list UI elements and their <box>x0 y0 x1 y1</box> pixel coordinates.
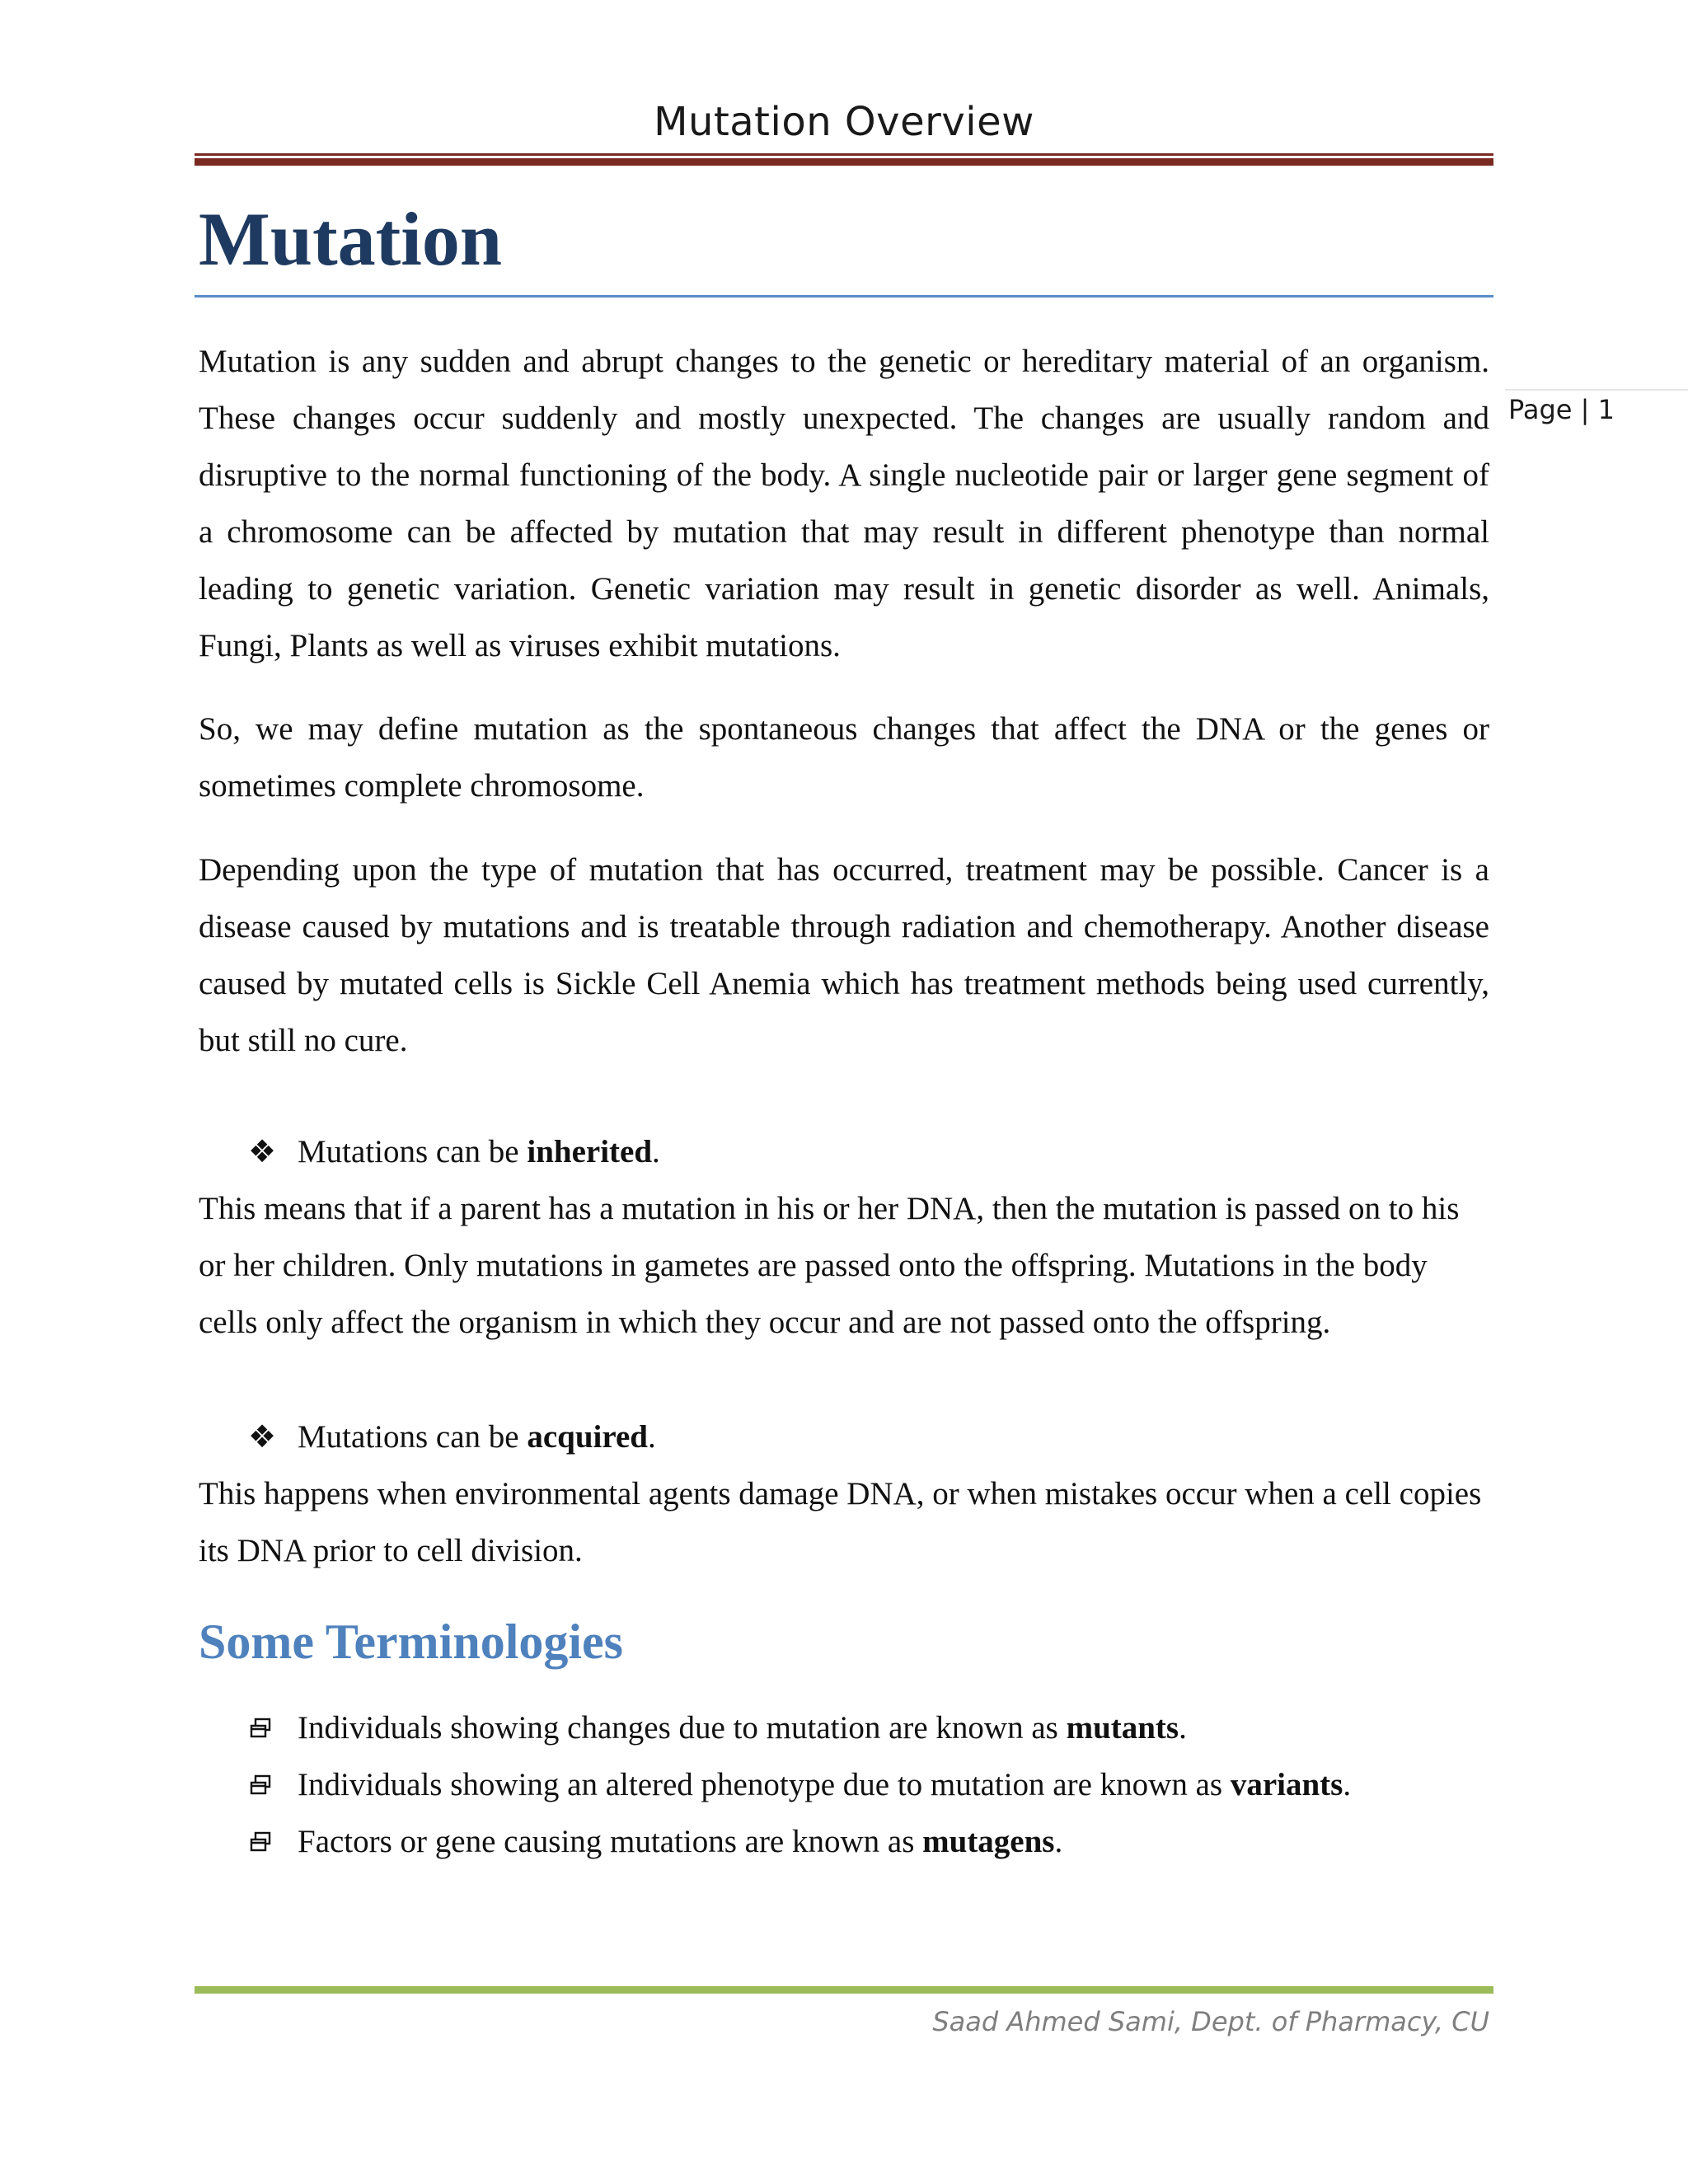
header-rule-thin <box>195 153 1493 156</box>
footer-rule <box>195 1986 1493 1994</box>
term-item-mutants-text: Individuals showing changes due to mutation are known as mutants. <box>298 1710 1187 1746</box>
terminologies-heading: Some Terminologies <box>199 1615 624 1669</box>
term-item-variants-text: Individuals showing an altered phenotype due to mutation are known as variants. <box>298 1767 1352 1802</box>
window-restore-icon <box>250 1718 271 1739</box>
four-diamond-bullet-icon: ❖ <box>248 1418 277 1455</box>
window-restore-icon <box>250 1774 271 1796</box>
page-number-rule <box>1505 389 1688 391</box>
title-underline <box>195 295 1493 298</box>
definition-paragraph: So, we may define mutation as the spontaneous changes that affect the DNA or the genes or sometimes complete chromosome. <box>199 711 1489 804</box>
bullet-inherited-text: Mutations can be inherited. <box>298 1134 660 1169</box>
bullet-acquired-text: Mutations can be acquired. <box>298 1419 656 1455</box>
document-title: Mutation <box>199 197 502 281</box>
header-rule-thick <box>195 158 1493 166</box>
four-diamond-bullet-icon: ❖ <box>248 1133 277 1169</box>
inherited-paragraph: This means that if a parent has a mutation in his or her DNA, then the mutation is passed on to his or her children. Only mutations in gametes are passed onto the offspring. Mutations in the body cells only affect the organism in which they occur and are not passed onto the offspring. <box>199 1191 1460 1340</box>
treatment-paragraph: Depending upon the type of mutation that has occurred, treatment may be possible. Cancer is a disease caused by mutations and is treatable through radiation and chemotherapy. Another disease caused by mutated cells is Sickle Cell Anemia which has treatment methods being used currently, but still no cure. <box>199 852 1489 1058</box>
window-restore-icon <box>250 1831 271 1853</box>
term-item-mutagens-text: Factors or gene causing mutations are known as mutagens. <box>298 1824 1063 1859</box>
footer-author: Saad Ahmed Sami, Dept. of Pharmacy, CU <box>932 2006 1489 2037</box>
page-number: Page | 1 <box>1508 394 1615 425</box>
running-header: Mutation Overview <box>654 99 1034 145</box>
intro-paragraph: Mutation is any sudden and abrupt changes to the genetic or hereditary material of an organism. These changes occur suddenly and mostly unexpected. The changes are usually random and disruptive to the normal functioning of the body. A single nucleotide pair or larger gene segment of a chromosome can be affected by mutation that may result in different phenotype than normal leading to genetic variation. Genetic variation may result in genetic disorder as well. Animals, Fungi, Plants as well as viruses exhibit mutations. <box>199 344 1489 663</box>
acquired-paragraph: This happens when environmental agents damage DNA, or when mistakes occur when a cell copies its DNA prior to cell division. <box>199 1476 1482 1568</box>
